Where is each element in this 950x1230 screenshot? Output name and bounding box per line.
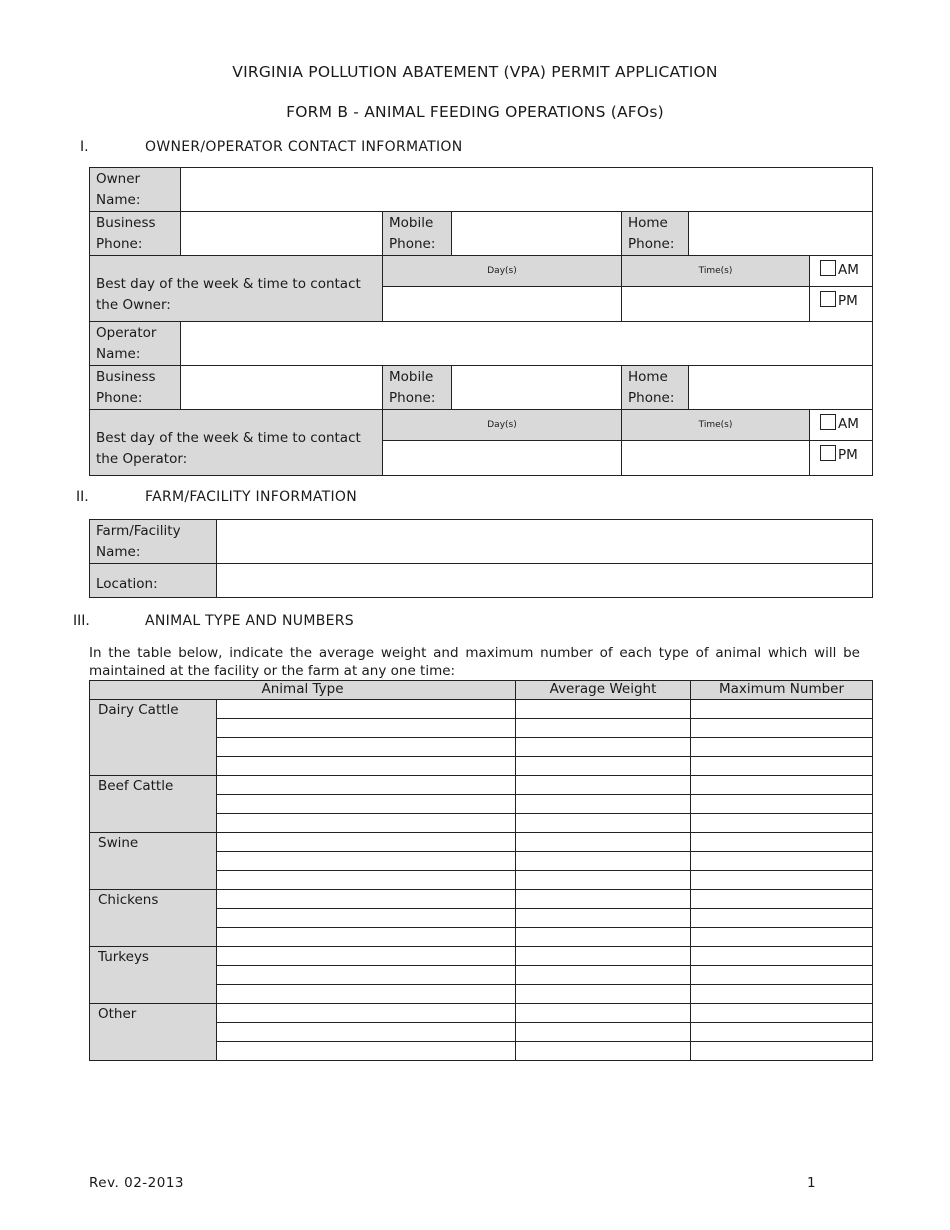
table-row bbox=[90, 700, 873, 719]
animal-type-field[interactable] bbox=[217, 1042, 516, 1061]
maximum-number-field[interactable] bbox=[691, 776, 873, 795]
section-3-title: ANIMAL TYPE AND NUMBERS bbox=[145, 613, 354, 629]
section-1-number: I. bbox=[80, 139, 89, 155]
average-weight-field[interactable] bbox=[516, 1042, 691, 1061]
average-weight-field[interactable] bbox=[516, 833, 691, 852]
maximum-number-field[interactable] bbox=[691, 814, 873, 833]
form-subtitle: FORM B - ANIMAL FEEDING OPERATIONS (AFOs) bbox=[286, 103, 664, 121]
owner-days-header: Day(s) bbox=[383, 256, 622, 287]
maximum-number-field[interactable] bbox=[691, 795, 873, 814]
average-weight-field[interactable] bbox=[516, 871, 691, 890]
section-1-title: OWNER/OPERATOR CONTACT INFORMATION bbox=[145, 139, 463, 155]
owner-am-checkbox[interactable] bbox=[820, 260, 836, 276]
owner-home-phone-label: Home Phone: bbox=[622, 212, 689, 256]
table-row bbox=[90, 776, 873, 795]
maximum-number-header: Maximum Number bbox=[691, 681, 873, 700]
average-weight-field[interactable] bbox=[516, 890, 691, 909]
table-row bbox=[90, 833, 873, 852]
operator-business-phone-label: Business Phone: bbox=[90, 366, 181, 410]
average-weight-field[interactable] bbox=[516, 947, 691, 966]
average-weight-field[interactable] bbox=[516, 738, 691, 757]
animal-type-field[interactable] bbox=[217, 909, 516, 928]
animal-table-instructions: In the table below, indicate the average weight and maximum number of each type of animal which will be maintained at the facility or the farm at any one time: bbox=[89, 645, 860, 679]
maximum-number-field[interactable] bbox=[691, 852, 873, 871]
operator-am-checkbox[interactable] bbox=[820, 414, 836, 430]
section-2-title: FARM/FACILITY INFORMATION bbox=[145, 489, 357, 505]
owner-pm-checkbox[interactable] bbox=[820, 291, 836, 307]
location-field[interactable] bbox=[217, 564, 873, 598]
average-weight-field[interactable] bbox=[516, 1023, 691, 1042]
owner-business-phone-field[interactable] bbox=[181, 212, 383, 256]
facility-name-field[interactable] bbox=[217, 520, 873, 564]
maximum-number-field[interactable] bbox=[691, 1042, 873, 1061]
owner-am-option[interactable] bbox=[810, 256, 873, 287]
operator-mobile-phone-field[interactable] bbox=[452, 366, 622, 410]
operator-am-label: AM bbox=[838, 416, 859, 432]
animal-type-field[interactable] bbox=[217, 871, 516, 890]
animal-type-field[interactable] bbox=[217, 776, 516, 795]
animal-type-field[interactable] bbox=[217, 814, 516, 833]
maximum-number-field[interactable] bbox=[691, 833, 873, 852]
animal-type-field[interactable] bbox=[217, 852, 516, 871]
animal-type-field[interactable] bbox=[217, 947, 516, 966]
owner-days-field[interactable] bbox=[383, 287, 622, 322]
owner-name-label: Owner Name: bbox=[90, 168, 181, 212]
maximum-number-field[interactable] bbox=[691, 757, 873, 776]
maximum-number-field[interactable] bbox=[691, 719, 873, 738]
animal-category-label: Dairy Cattle bbox=[90, 700, 217, 776]
maximum-number-field[interactable] bbox=[691, 985, 873, 1004]
form-title: VIRGINIA POLLUTION ABATEMENT (VPA) PERMIT APPLICATION bbox=[232, 63, 718, 81]
animal-table bbox=[89, 680, 873, 1061]
owner-home-phone-field[interactable] bbox=[689, 212, 873, 256]
operator-home-phone-label: Home Phone: bbox=[622, 366, 689, 410]
operator-am-option[interactable] bbox=[810, 410, 873, 441]
section-2-number: II. bbox=[76, 489, 89, 505]
animal-category-label: Beef Cattle bbox=[90, 776, 217, 833]
animal-type-field[interactable] bbox=[217, 738, 516, 757]
animal-category-label: Chickens bbox=[90, 890, 217, 947]
maximum-number-field[interactable] bbox=[691, 966, 873, 985]
owner-best-time-label: Best day of the week & time to contact the Owner: bbox=[90, 256, 383, 322]
facility-table bbox=[89, 519, 873, 598]
operator-name-label: Operator Name: bbox=[90, 322, 181, 366]
operator-days-field[interactable] bbox=[383, 441, 622, 476]
average-weight-field[interactable] bbox=[516, 776, 691, 795]
animal-type-field[interactable] bbox=[217, 1023, 516, 1042]
animal-type-field[interactable] bbox=[217, 700, 516, 719]
maximum-number-field[interactable] bbox=[691, 700, 873, 719]
owner-am-label: AM bbox=[838, 262, 859, 278]
operator-mobile-phone-label: Mobile Phone: bbox=[383, 366, 452, 410]
animal-type-field[interactable] bbox=[217, 890, 516, 909]
animal-category-label: Swine bbox=[90, 833, 217, 890]
animal-type-field[interactable] bbox=[217, 757, 516, 776]
animal-type-field[interactable] bbox=[217, 795, 516, 814]
owner-business-phone-label: Business Phone: bbox=[90, 212, 181, 256]
section-3-number: III. bbox=[73, 613, 90, 629]
contact-table bbox=[89, 167, 873, 476]
average-weight-field[interactable] bbox=[516, 814, 691, 833]
operator-pm-label: PM bbox=[838, 447, 858, 463]
animal-type-field[interactable] bbox=[217, 966, 516, 985]
animal-type-field[interactable] bbox=[217, 1004, 516, 1023]
animal-type-field[interactable] bbox=[217, 833, 516, 852]
maximum-number-field[interactable] bbox=[691, 1004, 873, 1023]
facility-name-label: Farm/Facility Name: bbox=[90, 520, 217, 564]
table-row bbox=[90, 1004, 873, 1023]
owner-pm-option[interactable] bbox=[810, 287, 873, 322]
operator-best-time-label: Best day of the week & time to contact the Operator: bbox=[90, 410, 383, 476]
revision-label: Rev. 02-2013 bbox=[89, 1175, 185, 1191]
operator-time-field[interactable] bbox=[622, 441, 810, 476]
maximum-number-field[interactable] bbox=[691, 928, 873, 947]
owner-mobile-phone-field[interactable] bbox=[452, 212, 622, 256]
maximum-number-field[interactable] bbox=[691, 909, 873, 928]
operator-days-header: Day(s) bbox=[383, 410, 622, 441]
owner-mobile-phone-label: Mobile Phone: bbox=[383, 212, 452, 256]
operator-home-phone-field[interactable] bbox=[689, 366, 873, 410]
animal-type-field[interactable] bbox=[217, 985, 516, 1004]
operator-time-header: Time(s) bbox=[622, 410, 810, 441]
location-label: Location: bbox=[90, 564, 217, 598]
maximum-number-field[interactable] bbox=[691, 738, 873, 757]
maximum-number-field[interactable] bbox=[691, 890, 873, 909]
operator-name-field[interactable] bbox=[181, 322, 873, 366]
table-row bbox=[90, 947, 873, 966]
average-weight-field[interactable] bbox=[516, 795, 691, 814]
animal-type-field[interactable] bbox=[217, 928, 516, 947]
owner-time-header: Time(s) bbox=[622, 256, 810, 287]
average-weight-field[interactable] bbox=[516, 852, 691, 871]
animal-type-header: Animal Type bbox=[90, 681, 516, 700]
maximum-number-field[interactable] bbox=[691, 871, 873, 890]
owner-pm-label: PM bbox=[838, 293, 858, 309]
table-row bbox=[90, 890, 873, 909]
average-weight-field[interactable] bbox=[516, 966, 691, 985]
maximum-number-field[interactable] bbox=[691, 1023, 873, 1042]
animal-category-label: Turkeys bbox=[90, 947, 217, 1004]
animal-type-field[interactable] bbox=[217, 719, 516, 738]
average-weight-header: Average Weight bbox=[516, 681, 691, 700]
maximum-number-field[interactable] bbox=[691, 947, 873, 966]
average-weight-field[interactable] bbox=[516, 909, 691, 928]
owner-name-field[interactable] bbox=[181, 168, 873, 212]
average-weight-field[interactable] bbox=[516, 985, 691, 1004]
operator-pm-checkbox[interactable] bbox=[820, 445, 836, 461]
average-weight-field[interactable] bbox=[516, 928, 691, 947]
average-weight-field[interactable] bbox=[516, 1004, 691, 1023]
operator-business-phone-field[interactable] bbox=[181, 366, 383, 410]
page-number: 1 bbox=[807, 1175, 817, 1191]
average-weight-field[interactable] bbox=[516, 700, 691, 719]
animal-category-label: Other bbox=[90, 1004, 217, 1061]
average-weight-field[interactable] bbox=[516, 757, 691, 776]
average-weight-field[interactable] bbox=[516, 719, 691, 738]
owner-time-field[interactable] bbox=[622, 287, 810, 322]
operator-pm-option[interactable] bbox=[810, 441, 873, 476]
